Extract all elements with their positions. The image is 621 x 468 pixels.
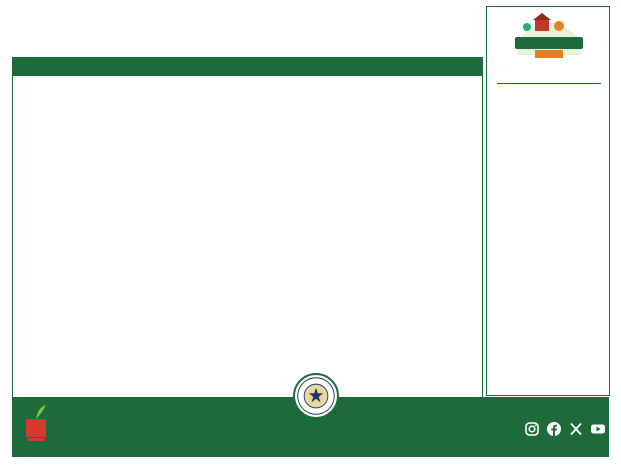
square-meals-apple-icon xyxy=(24,401,48,445)
facebook-icon[interactable] xyxy=(546,421,562,437)
announcements-panel xyxy=(486,6,610,396)
youtube-icon[interactable] xyxy=(590,421,606,437)
instagram-icon[interactable] xyxy=(524,421,540,437)
texas-farm-fresh-logo xyxy=(511,11,587,67)
announcements-divider xyxy=(497,83,601,84)
social-links xyxy=(524,421,606,437)
x-icon[interactable] xyxy=(568,421,584,437)
calendar-grid xyxy=(12,76,483,398)
state-seal-icon xyxy=(293,373,339,419)
footer-banner xyxy=(12,397,609,457)
menu-calendar xyxy=(12,57,483,398)
weekday-header xyxy=(12,57,483,76)
